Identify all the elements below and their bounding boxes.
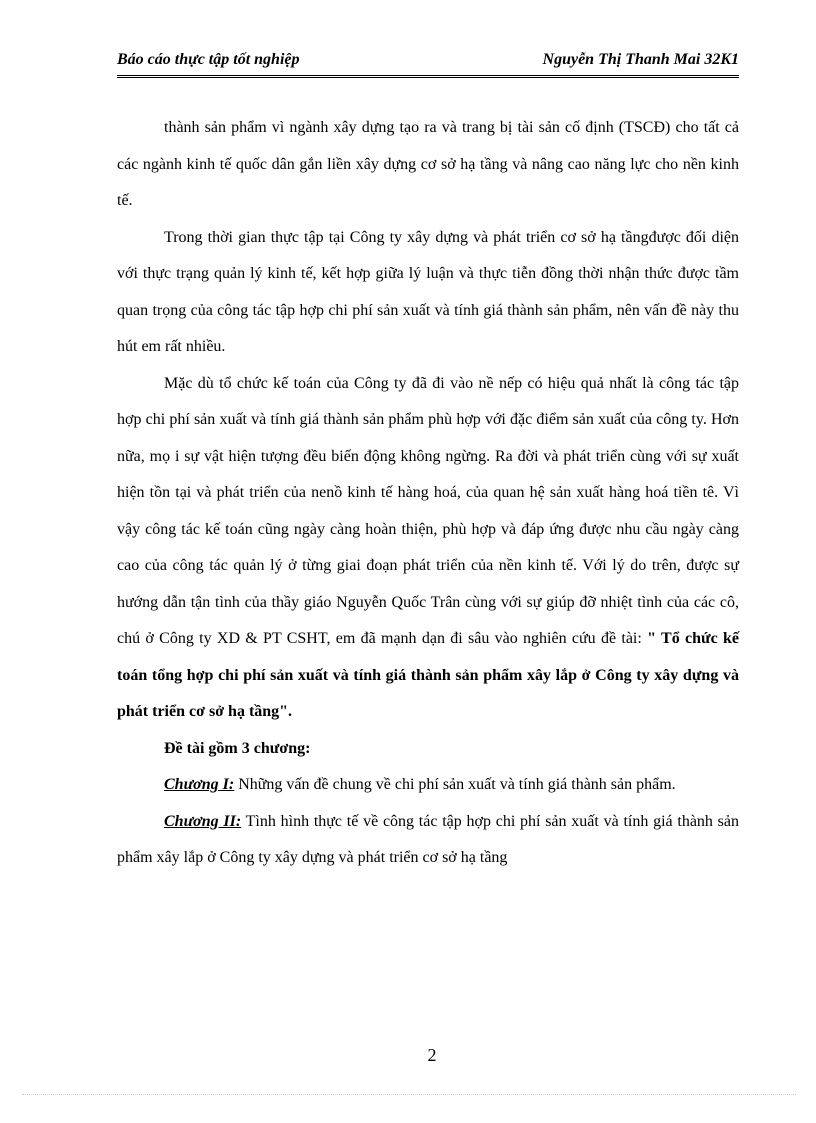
page-bottom-divider	[22, 1094, 796, 1095]
paragraph-topic-text: Mặc dù tổ chức kế toán của Công ty đã đi vào nề nếp có hiệu quả nhất là công tác tập hợp chi phí sản xuất và tính giá thành sản phẩm phù hợp với đặc điểm sản xuất của công ty. Hơn nữa, mọ i sự vật hiện tượng đều biến động không ngừng. Ra đời và phát triển cùng với sự xuất hiện tồn tại và phát triển của nenồ kinh tế hàng hoá, của quan hệ sản xuất hàng hoá tiền tê. Vì vậy công tác kế toán cũng ngày càng hoàn thiện, phù hợp và đáp ứng được nhu cầu ngày càng cao của công tác quản lý ở từng giai đoạn phát triển của nền kinh tế. Với lý do trên, được sự hướng dẫn tận tình của thầy giáo Nguyễn Quốc Trân cùng với sự giúp đỡ nhiệt tình của các cô, chú ở Công ty XD & PT CSHT, em đã mạnh dạn đi sâu vào nghiên cứu đề tài:	[117, 374, 739, 647]
chapter-2-text: Tình hình thực tế về công tác tập hợp chi phí sản xuất và tính giá thành sản phẩm xây lắp ở Công ty xây dựng và phát triển cơ sở hạ tầng	[117, 812, 740, 866]
page-header	[117, 47, 739, 78]
chapter-2-label: Chương II:	[164, 812, 242, 830]
header-report-title: Báo cáo thực tập tốt nghiệp	[117, 51, 300, 68]
paragraph-continuation: thành sản phẩm vì ngành xây dựng tạo ra và trang bị tài sản cố định (TSCĐ) cho tất cả các ngành kinh tế quốc dân gắn liền xây dựng cơ sở hạ tầng và nâng cao năng lực cho nền kinh tế.	[117, 119, 739, 209]
paragraph-topic	[117, 366, 739, 731]
page-number: 2	[427, 1045, 437, 1065]
chapter-1	[117, 767, 739, 804]
document-body	[117, 110, 739, 877]
topic-title: " Tổ chức kế toán tổng hợp chi phí sản xuất và tính giá thành sản phẩm xây lắp ở Công ty xây dựng và phát triển cơ sở hạ tầng".	[117, 630, 740, 720]
paragraph-internship: Trong thời gian thực tập tại Công ty xây dựng và phát triển cơ sở hạ tầngđược đối diện với thực trạng quản lý kinh tế, kết hợp giữa lý luận và thực tiễn đồng thời nhận thức được tầm quan trọng của công tác tập hợp chi phí sản xuất và tính giá thành sản phẩm, nên vấn đề này thu hút em rất nhiều.	[117, 228, 739, 355]
chapter-2	[117, 804, 739, 877]
chapter-1-label: Chương I:	[164, 776, 235, 793]
chapter-1-text: Những vấn đề chung về chi phí sản xuất và tính giá thành sản phẩm.	[234, 776, 676, 793]
chapters-intro: Đề tài gồm 3 chương:	[164, 739, 311, 757]
header-author: Nguyễn Thị Thanh Mai 32K1	[542, 51, 739, 68]
